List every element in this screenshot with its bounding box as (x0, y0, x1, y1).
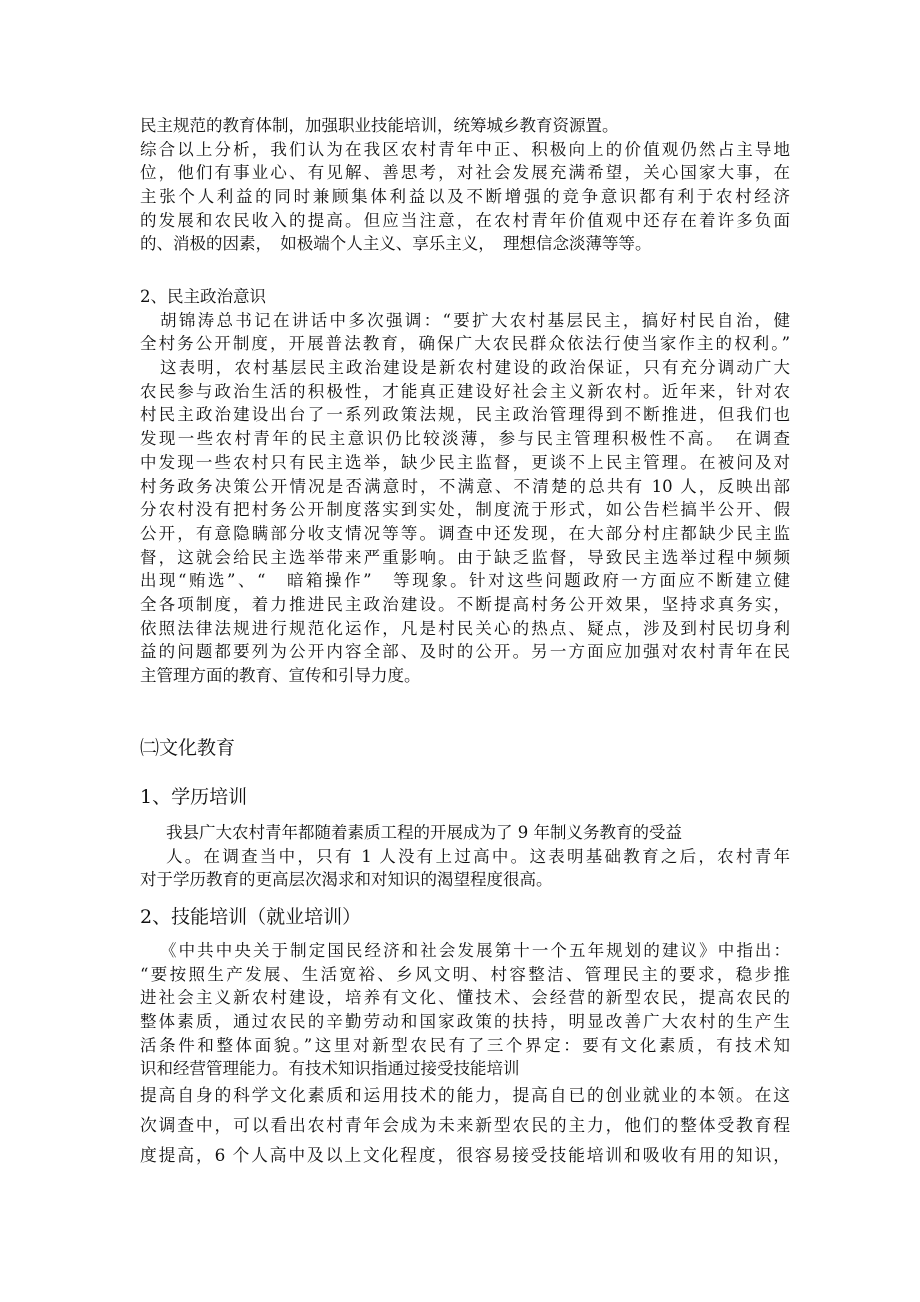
democracy-line-13: 全各项制度，着力推进民主政治建设。不断提高村务公开效果，坚持求真务实， (140, 594, 790, 614)
democracy-section (140, 285, 790, 688)
democracy-line-8: 村务政务决策公开情况是否满意时，不满意、不清楚的总共有 10 人，反映出部 (140, 476, 790, 496)
skills-paragraph (140, 939, 790, 1081)
democracy-line-5: 村民主政治建设出台了一系列政策法规，民主政治管理得到不断推进，但我们也 (140, 405, 790, 425)
intro-line-3: 位，他们有事业心、有见解、善思考，对社会发展充满希望，关心国家大事，在 (140, 163, 790, 183)
intro-line-6: 的、消极的因素， 如极端个人主义、享乐主义， 理想信念淡薄等等。 (140, 234, 652, 254)
skills-paragraph-continued (140, 1080, 790, 1170)
skills-line-4: 整体素质，通过农民的辛勤劳动和国家政策的扶持，明显改善广大农村的生产生 (140, 1012, 790, 1032)
skills-line-5: 活条件和整体面貌。”这里对新型农民有了三个界定：要有文化素质，有技术知 (140, 1035, 790, 1055)
democracy-line-15: 益的问题都要列为公开内容全部、及时的公开。另一方面应加强对农村青年在民 (140, 642, 790, 662)
skills-line-1: 《中共中央关于制定国民经济和社会发展第十一个五年规划的建议》中指出： (160, 941, 790, 960)
skills-heading: 2、技能培训（就业培训） (140, 906, 362, 928)
democracy-line-16: 主管理方面的教育、宣传和引导力度。 (140, 666, 421, 685)
democracy-line-14: 依照法律法规进行规范化运作，凡是村民关心的热点、疑点，涉及到村民切身利 (140, 618, 790, 638)
intro-line-4: 主张个人利益的同时兼顾集体利益以及不断增强的竞争意识都有利于农村经济 (140, 187, 790, 207)
democracy-line-1: 胡锦涛总书记在讲话中多次强调：“要扩大农村基层民主，搞好村民自治，健 (160, 310, 790, 330)
democracy-line-12: 出现“贿选”、“ 暗箱操作” 等现象。针对这些问题政府一方面应不断建立健 (140, 571, 790, 591)
democracy-line-11: 督，这就会给民主选举带来严重影响。由于缺乏监督，导致民主选举过程中频频 (140, 547, 790, 567)
democracy-line-2: 全村务公开制度，开展普法教育，确保广大农民群众依法行使当家作主的权利。” (140, 334, 790, 354)
democracy-heading: 2、民主政治意识 (140, 287, 266, 306)
skills-line-8: 次调查中，可以看出农村青年会成为未来新型农民的主力，他们的整体受教育程 (140, 1115, 790, 1135)
democracy-line-10: 公开，有意隐瞒部分收支情况等等。调查中还发现，在大部分村庄都缺少民主监 (140, 523, 790, 543)
education-line-2: 人。在调查当中，只有 1 人没有上过高中。这表明基础教育之后，农村青年 (166, 846, 790, 866)
intro-line-1: 民主规范的教育体制，加强职业技能培训，统筹城乡教育资源置。 (140, 116, 619, 135)
democracy-line-7: 中发现一些农村只有民主选举，缺少民主监督，更谈不上民主管理。在被问及对 (140, 452, 790, 472)
culture-heading: ㈡文化教育 (140, 737, 236, 759)
democracy-line-3: 这表明，农村基层民主政治建设是新农村建设的政治保证，只有充分调动广大 (160, 358, 790, 378)
education-heading: 1、学历培训 (140, 786, 248, 808)
democracy-line-6: 发现一些农村青年的民主意识仍比较淡薄，参与民主管理积极性不高。 在调查 (140, 429, 790, 449)
skills-line-9: 度提高，6 个人高中及以上文化程度，很容易接受技能培训和吸收有用的知识， (140, 1145, 790, 1165)
democracy-line-4: 农民参与政治生活的积极性，才能真正建设好社会主义新农村。近年来，针对农 (140, 381, 790, 401)
democracy-line-9: 分农村没有把村务公开制度落实到实处，制度流于形式，如公告栏搞半公开、假 (140, 500, 790, 520)
skills-line-6: 识和经营管理能力。有技术知识指通过接受技能培训 (140, 1059, 520, 1079)
education-paragraph (140, 821, 790, 892)
education-line-1: 我县广大农村青年都随着素质工程的开展成为了 9 年制义务教育的受益 (166, 823, 682, 842)
intro-paragraph (140, 114, 790, 256)
intro-line-2: 综合以上分析，我们认为在我区农村青年中正、积极向上的价值观仍然占主导地 (140, 139, 790, 159)
education-line-3: 对于学历教育的更高层次渴求和对知识的渴望程度很高。 (140, 870, 553, 890)
skills-line-3: 进社会主义新农村建设，培养有文化、懂技术、会经营的新型农民，提高农民的 (140, 988, 790, 1008)
intro-line-5: 的发展和农民收入的提高。但应当注意，在农村青年价值观中还存在着许多负面 (140, 210, 790, 230)
skills-line-7: 提高自身的科学文化素质和运用技术的能力，提高自已的创业就业的本领。在这 (140, 1085, 790, 1105)
skills-line-2: “要按照生产发展、生活宽裕、乡风文明、村容整洁、管理民主的要求，稳步推 (140, 964, 790, 984)
